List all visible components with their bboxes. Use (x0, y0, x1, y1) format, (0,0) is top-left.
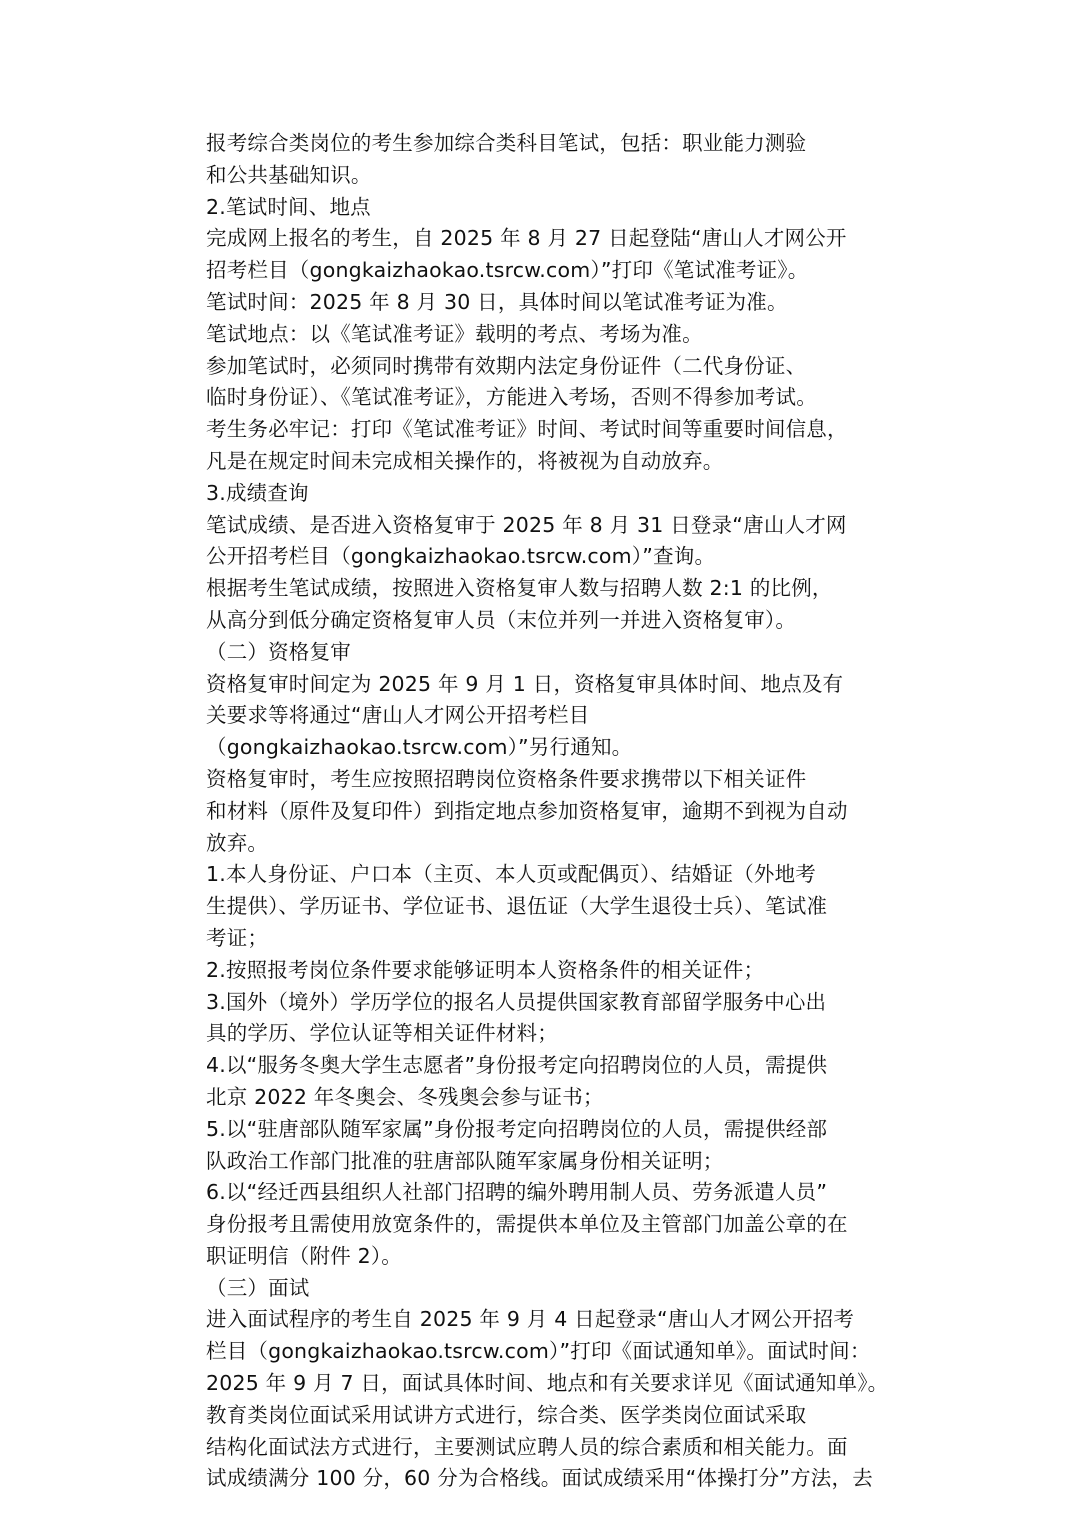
paragraph: 完成网上报名的考生，自 2025 年 8 月 27 日起登陆“唐山人才网公开 招考栏目（gongkaizhaokao.tsrcw.com）”打印《笔试准考证》。 (206, 226, 847, 283)
paragraph: 5.以“驻唐部队随军家属”身份报考定向招聘岗位的人员，需提供经部 队政治工作部门批准的驻唐部队随军家属身份相关证明； (206, 1116, 828, 1173)
paragraph: 考生务必牢记：打印《笔试准考证》时间、考试时间等重要时间信息， 凡是在规定时间未完成相关操作的，将被视为自动放弃。 (206, 417, 848, 473)
paragraph: 笔试地点：以《笔试准考证》载明的考点、考场为准。 (206, 321, 703, 346)
paragraph: 根据考生笔试成绩，按照进入资格复审人数与招聘人数 2:1 的比例， 从高分到低分确定资格复审人员（末位并列一并进入资格复审）。 (206, 576, 833, 632)
paragraph: 2.笔试时间、地点 (206, 194, 371, 219)
paragraph: 资格复审时，考生应按照招聘岗位资格条件要求携带以下相关证件 和材料（原件及复印件）到指定地点参加资格复审，逾期不到视为自动 放弃。 (206, 766, 848, 855)
paragraph: 参加笔试时，必须同时携带有效期内法定身份证件（二代身份证、 临时身份证）、《笔试准考证》，方能进入考场，否则不得参加考试。 (206, 353, 817, 410)
paragraph: 4.以“服务冬奥大学生志愿者”身份报考定向招聘岗位的人员，需提供 北京 2022 年冬奥会、冬残奥会参与证书； (206, 1053, 828, 1109)
paragraph: 教育类岗位面试采用试讲方式进行，综合类、医学类岗位面试采取 结构化面试法方式进行，主要测试应聘人员的综合素质和相关能力。面 试成绩满分 100 分，60 分为合格线。面试成绩采用“体操打分”方法，去 (206, 1402, 873, 1491)
document-body (165, 128, 925, 1495)
paragraph: 进入面试程序的考生自 2025 年 9 月 4 日起登录“唐山人才网公开招考 栏目（gongkaizhaokao.tsrcw.com）”打印《面试通知单》。面试时间： 2025 年 9 月 7 日，面试具体时间、地点和有关要求详见《面试通知单》。 (206, 1307, 889, 1396)
paragraph: 笔试时间：2025 年 8 月 30 日，具体时间以笔试准考证为准。 (206, 289, 788, 314)
paragraph: 3.成绩查询 (206, 480, 309, 505)
paragraph: 2.按照报考岗位条件要求能够证明本人资格条件的相关证件； (206, 957, 765, 982)
section-heading: （三）面试 (206, 1275, 310, 1300)
paragraph: 6.以“经迁西县组织人社部门招聘的编外聘用制人员、劳务派遣人员” 身份报考且需使用放宽条件的，需提供本单位及主管部门加盖公章的在 职证明信（附件 2）。 (206, 1180, 848, 1268)
paragraph: 报考综合类岗位的考生参加综合类科目笔试，包括：职业能力测验 和公共基础知识。 (206, 131, 807, 187)
paragraph: 3.国外（境外）学历学位的报名人员提供国家教育部留学服务中心出 具的学历、学位认证等相关证件材料； (206, 989, 827, 1046)
paragraph: 笔试成绩、是否进入资格复审于 2025 年 8 月 31 日登录“唐山人才网 公开招考栏目（gongkaizhaokao.tsrcw.com）”查询。 (206, 512, 847, 569)
paragraph: 资格复审时间定为 2025 年 9 月 1 日，资格复审具体时间、地点及有 关要求等将通过“唐山人才网公开招考栏目 （gongkaizhaokao.tsrcw.com）”另行通知。 (206, 671, 844, 760)
paragraph: 1.本人身份证、户口本（主页、本人页或配偶页）、结婚证（外地考 生提供）、学历证书、学位证书、退伍证（大学生退役士兵）、笔试准 考证； (206, 862, 828, 950)
section-heading: （二）资格复审 (206, 639, 351, 664)
